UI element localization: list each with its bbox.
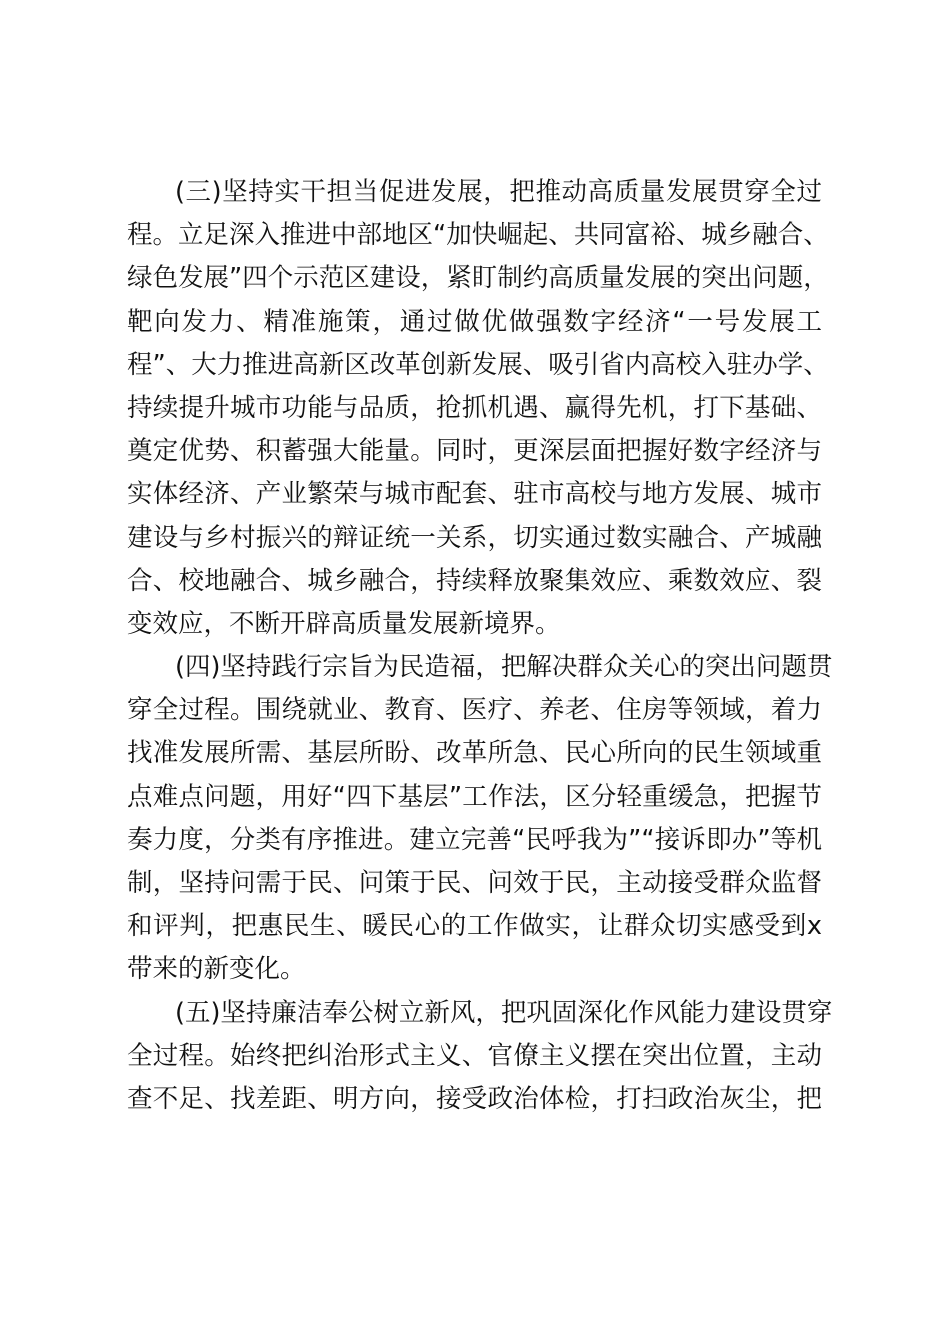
text-line: 实体经济、产业繁荣与城市配套、驻市高校与地方发展、城市 bbox=[127, 479, 822, 510]
paragraph-4 bbox=[127, 646, 833, 992]
text-line: (三)坚持实干担当促进发展，把推动高质量发展贯穿全过 bbox=[175, 177, 822, 207]
text-line: 靶向发力、精准施策，通过做优做强数字经济“一号发展工 bbox=[127, 306, 822, 337]
text-line: 全过程。始终把纠治形式主义、官僚主义摆在突出位置，主动 bbox=[127, 1040, 822, 1071]
text-line: (五)坚持廉洁奉公树立新风，把巩固深化作风能力建设贯穿 bbox=[175, 997, 833, 1028]
paragraph-3 bbox=[127, 171, 829, 646]
text-line: 程”、大力推进高新区改革创新发展、吸引省内高校入驻办学、 bbox=[127, 349, 829, 380]
text-line: 程。立足深入推进中部地区“加快崛起、共同富裕、城乡融合、 bbox=[127, 220, 829, 251]
text-line: (四)坚持践行宗旨为民造福，把解决群众关心的突出问题贯 bbox=[175, 652, 833, 683]
text-line: 找准发展所需、基层所盼、改革所急、民心所向的民生领域重 bbox=[127, 738, 822, 769]
text-line: 奏力度，分类有序推进。建立完善“民呼我为”“接诉即办”等机 bbox=[127, 824, 822, 855]
paragraph-5 bbox=[127, 992, 833, 1122]
text-line: 绿色发展”四个示范区建设，紧盯制约高质量发展的突出问题， bbox=[127, 263, 829, 294]
text-line: 查不足、找差距、明方向，接受政治体检，打扫政治灰尘，把 bbox=[127, 1083, 822, 1114]
document-body bbox=[127, 171, 833, 1121]
text-line: 和评判，把惠民生、暖民心的工作做实，让群众切实感受到x bbox=[127, 911, 822, 942]
text-line: 穿全过程。围绕就业、教育、医疗、养老、住房等领域，着力 bbox=[127, 695, 822, 726]
text-line: 持续提升城市功能与品质，抢抓机遇、赢得先机，打下基础、 bbox=[127, 392, 822, 423]
text-line: 点难点问题，用好“四下基层”工作法，区分轻重缓急，把握节 bbox=[127, 781, 822, 812]
text-line: 奠定优势、积蓄强大能量。同时，更深层面把握好数字经济与 bbox=[127, 436, 822, 467]
text-line: 变效应，不断开辟高质量发展新境界。 bbox=[127, 608, 561, 639]
text-line: 合、校地融合、城乡融合，持续释放聚集效应、乘数效应、裂 bbox=[127, 565, 822, 596]
text-line: 带来的新变化。 bbox=[127, 954, 306, 985]
text-line: 建设与乡村振兴的辩证统一关系，切实通过数实融合、产城融 bbox=[127, 522, 822, 553]
text-line: 制，坚持问需于民、问策于民、问效于民，主动接受群众监督 bbox=[127, 868, 822, 898]
